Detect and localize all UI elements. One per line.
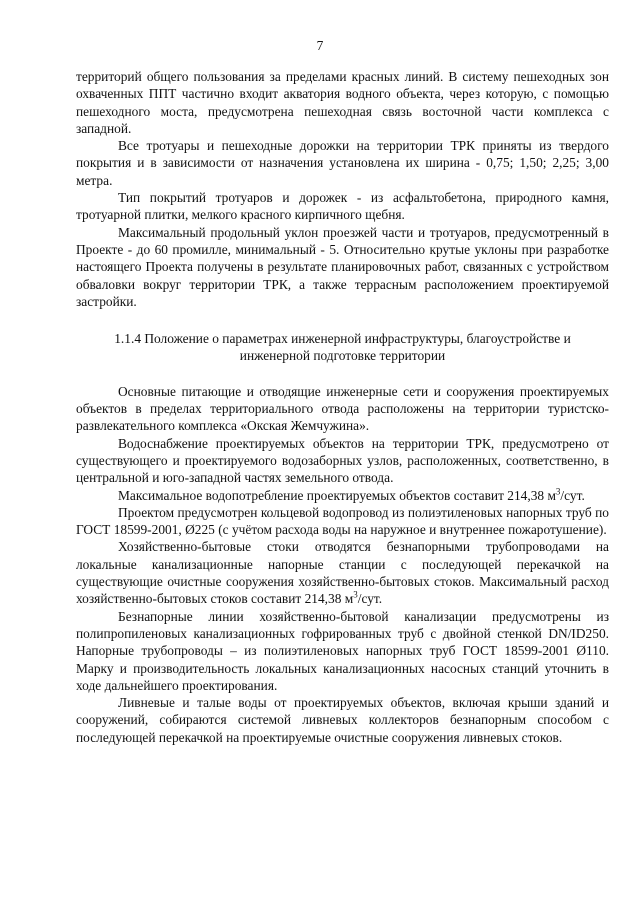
paragraph: территорий общего пользования за пределами красных линий. В систему пешеходных зон охваченных ППТ частично входит акватория водного объекта, через которую, с помощью пешеходного моста, предусмотрена пешеходная связь восточной части комплекса с западной. bbox=[76, 69, 609, 136]
paragraph: Проектом предусмотрен кольцевой водопровод из полиэтиленовых напорных труб по ГОСТ 18599-2001, Ø225 (с учётом расхода воды на наружное и внутреннее пожаротушение). bbox=[76, 504, 609, 538]
paragraph-text: /сут. bbox=[560, 487, 585, 503]
paragraph bbox=[76, 538, 609, 607]
paragraph: Максимальный продольный уклон проезжей части и тротуаров, предусмотренный в Проекте - до 60 промилле, минимальный - 5. Относительно крутые уклоны при разработке настоящего Проекта получены в результате планировочных работ, связанных с устройством обваловки вокруг территории ТРК, а также террасным расположением проектируемой застройки. bbox=[76, 224, 609, 309]
page-number: 7 bbox=[316, 38, 324, 53]
paragraph bbox=[76, 487, 609, 504]
section-heading: 1.1.4 Положение о параметрах инженерной инфраструктуры, благоустройстве и инженерной подготовке территории bbox=[114, 331, 571, 364]
paragraph-text: Максимальное водопотребление проектируемых объектов составит 214,38 м bbox=[118, 487, 556, 503]
paragraph: Тип покрытий тротуаров и дорожек - из асфальтобетона, природного камня, тротуарной плитки, мелкого красного кирпичного щебня. bbox=[76, 190, 609, 223]
superscript: 3 bbox=[353, 589, 358, 600]
paragraph: Все тротуары и пешеходные дорожки на территории ТРК приняты из твердого покрытия и в зависимости от назначения установлена их ширина - 0,75; 1,50; 2,25; 3,00 метра. bbox=[76, 138, 609, 188]
document-body bbox=[76, 68, 609, 746]
paragraph: Водоснабжение проектируемых объектов на территории ТРК, предусмотрено от существующего и проектируемого водозаборных узлов, расположенных, соответственно, в центральной и юго-западной частях земельного отвода. bbox=[76, 435, 609, 486]
paragraph-text: Хозяйственно-бытовые стоки отводятся безнапорными трубопроводами на локальные канализационные напорные станции с последующей перекачкой на существующие очистные сооружения хозяйственно-бытовых стоков. Максимальный расход хозяйственно-бытовых стоков составит 214,38 м bbox=[76, 539, 609, 607]
paragraph: Основные питающие и отводящие инженерные сети и сооружения проектируемых объектов в пределах территориального отвода расположены на территории туристско-развлекательного комплекса «Окская Жемчужина». bbox=[76, 383, 609, 434]
paragraph-text: /сут. bbox=[357, 591, 383, 607]
paragraph: Безнапорные линии хозяйственно-бытовой канализации предусмотрены из полипропиленовых канализационных гофрированных труб с двойной стенкой DN/ID250. Напорные трубопроводы – из полиэтиленовых напорных труб ГОСТ 18599-2001 Ø110. Марку и производительность локальных канализационных насосных станций уточнить в ходе дальнейшего проектирования. bbox=[76, 608, 609, 693]
superscript: 3 bbox=[555, 486, 561, 497]
paragraph: Ливневые и талые воды от проектируемых объектов, включая крыши зданий и сооружений, собираются системой ливневых коллекторов безнапорным способом с последующей перекачкой на проектируемые очистные сооружения ливневых стоков. bbox=[76, 695, 609, 745]
